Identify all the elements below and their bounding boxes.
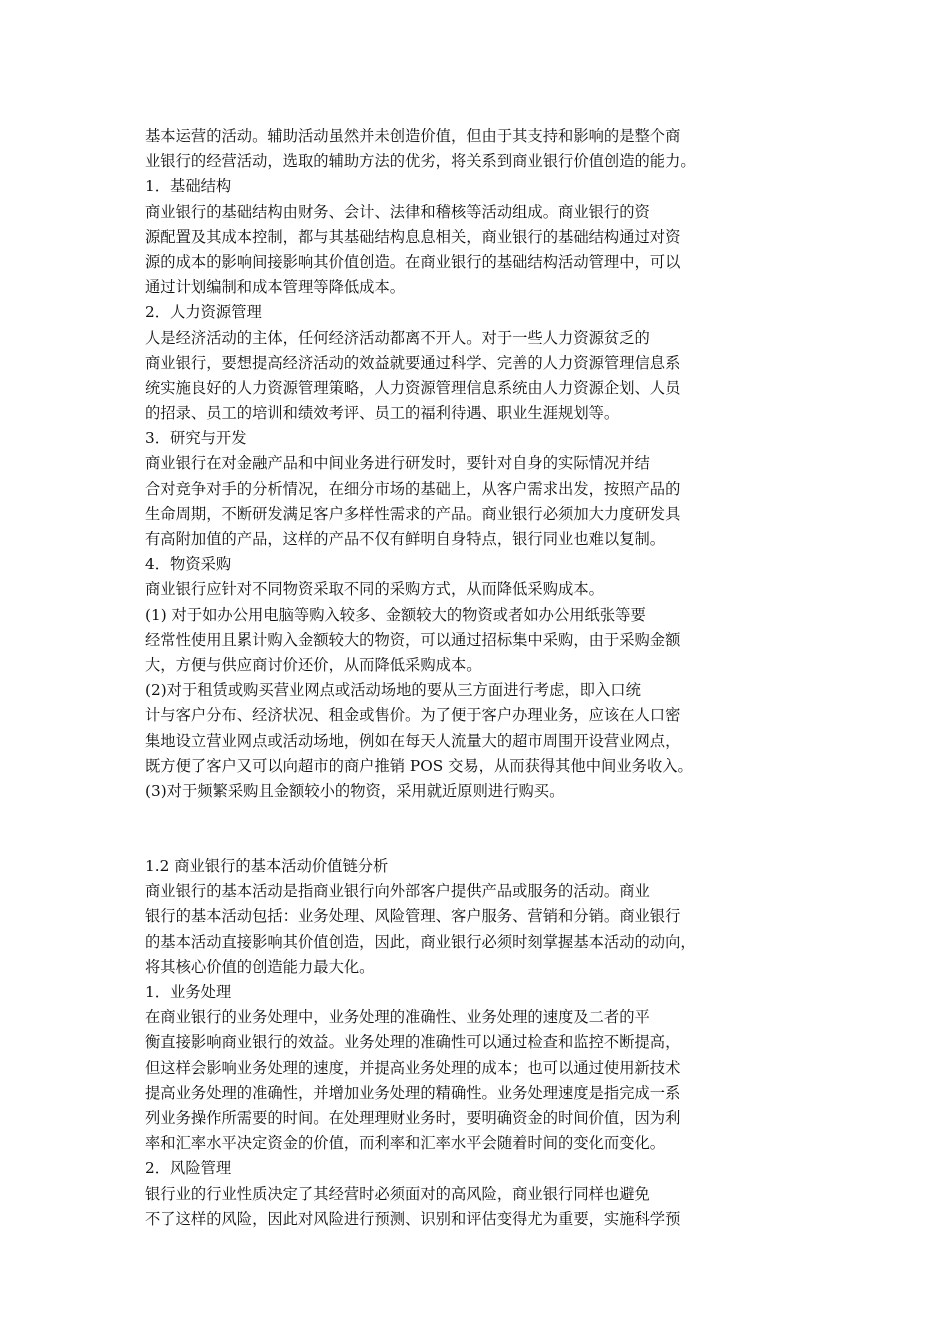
paragraph-line: 银行业的行业性质决定了其经营时必须面对的高风险，商业银行同样也避免 — [145, 1184, 650, 1203]
document-body — [145, 124, 745, 1232]
section-spacer — [145, 804, 745, 854]
paragraph-line: 集地设立营业网点或活动场地，例如在每天人流量大的超市周围开设营业网点， — [145, 731, 681, 750]
paragraph-line: (1) 对于如办公用电脑等购入较多、金额较大的物资或者如办公用纸张等要 — [145, 605, 646, 624]
paragraph-line: (3)对于频繁采购且金额较小的物资，采用就近原则进行购买。 — [145, 781, 565, 800]
paragraph-line: 通过计划编制和成本管理等降低成本。 — [145, 278, 406, 297]
paragraph-line: 商业银行在对金融产品和中间业务进行研发时，要针对自身的实际情况并结 — [145, 454, 650, 473]
paragraph-line: 源配置及其成本控制，都与其基础结构息息相关，商业银行的基础结构通过对资 — [145, 227, 681, 246]
paragraph-line: (2)对于租赁或购买营业网点或活动场地的要从三方面进行考虑，即入口统 — [145, 681, 641, 700]
paragraph-line: 不了这样的风险，因此对风险进行预测、识别和评估变得尤为重要，实施科学预 — [145, 1209, 681, 1228]
section-auxiliary-activities — [145, 124, 745, 804]
subheading-human-resources: 2．人力资源管理 — [145, 303, 262, 322]
paragraph-line: 基本运营的活动。辅助活动虽然并未创造价值，但由于其支持和影响的是整个商 — [145, 127, 681, 145]
paragraph-line: 人是经济活动的主体，任何经济活动都离不开人。对于一些人力资源贫乏的 — [145, 328, 650, 347]
paragraph-line: 将其核心价值的创造能力最大化。 — [145, 957, 375, 976]
paragraph-line: 统实施良好的人力资源管理策略，人力资源管理信息系统由人力资源企划、人员 — [145, 378, 681, 397]
paragraph-line: 列业务操作所需要的时间。在处理理财业务时，要明确资金的时间价值，因为利 — [145, 1108, 681, 1127]
paragraph-line: 率和汇率水平决定资金的价值，而利率和汇率水平会随着时间的变化而变化。 — [145, 1134, 666, 1153]
subheading-risk-management: 2．风险管理 — [145, 1159, 232, 1178]
paragraph-line: 合对竞争对手的分析情况，在细分市场的基础上，从客户需求出发，按照产品的 — [145, 479, 681, 498]
paragraph-line: 业银行的经营活动，选取的辅助方法的优劣，将关系到商业银行价值创造的能力。 — [145, 152, 696, 171]
paragraph-line: 衡直接影响商业银行的效益。业务处理的准确性可以通过检查和监控不断提高， — [145, 1033, 681, 1052]
paragraph-line: 商业银行应针对不同物资采取不同的采购方式，从而降低采购成本。 — [145, 580, 604, 599]
paragraph-line: 银行的基本活动包括：业务处理、风险管理、客户服务、营销和分销。商业银行 — [145, 907, 681, 926]
paragraph-line: 商业银行，要想提高经济活动的效益就要通过科学、完善的人力资源管理信息系 — [145, 353, 681, 372]
section-basic-activities — [145, 854, 745, 1232]
paragraph-line: 大，方便与供应商讨价还价，从而降低采购成本。 — [145, 655, 482, 674]
paragraph-line: 的基本活动直接影响其价值创造，因此，商业银行必须时刻掌握基本活动的动向， — [145, 932, 696, 951]
paragraph-line: 生命周期，不断研发满足客户多样性需求的产品。商业银行必须加大力度研发具 — [145, 504, 681, 523]
paragraph-line: 商业银行的基本活动是指商业银行向外部客户提供产品或服务的活动。商业 — [145, 882, 650, 901]
paragraph-line: 经常性使用且累计购入金额较大的物资，可以通过招标集中采购，由于采购金额 — [145, 630, 681, 649]
paragraph-line: 源的成本的影响间接影响其价值创造。在商业银行的基础结构活动管理中，可以 — [145, 252, 681, 271]
paragraph-line: 的招录、员工的培训和绩效考评、员工的福利待遇、职业生涯规划等。 — [145, 404, 620, 423]
paragraph-line: 在商业银行的业务处理中，业务处理的准确性、业务处理的速度及二者的平 — [145, 1008, 650, 1027]
subheading-business-processing: 1．业务处理 — [145, 983, 232, 1001]
section-heading: 1.2 商业银行的基本活动价值链分析 — [145, 857, 389, 876]
subheading-research-development: 3．研究与开发 — [145, 429, 247, 448]
paragraph-line: 但这样会影响业务处理的速度，并提高业务处理的成本；也可以通过使用新技术 — [145, 1058, 681, 1077]
paragraph-line: 计与客户分布、经济状况、租金或售价。为了便于客户办理业务，应该在人口密 — [145, 706, 681, 725]
subheading-procurement: 4．物资采购 — [145, 555, 232, 574]
paragraph-line: 有高附加值的产品，这样的产品不仅有鲜明自身特点，银行同业也难以复制。 — [145, 530, 666, 548]
subheading-infrastructure: 1．基础结构 — [145, 177, 232, 196]
paragraph-line: 提高业务处理的准确性，并增加业务处理的精确性。业务处理速度是指完成一系 — [145, 1083, 681, 1102]
paragraph-line: 既方便了客户又可以向超市的商户推销 POS 交易，从而获得其他中间业务收入。 — [145, 756, 693, 775]
paragraph-line: 商业银行的基础结构由财务、会计、法律和稽核等活动组成。商业银行的资 — [145, 202, 650, 221]
